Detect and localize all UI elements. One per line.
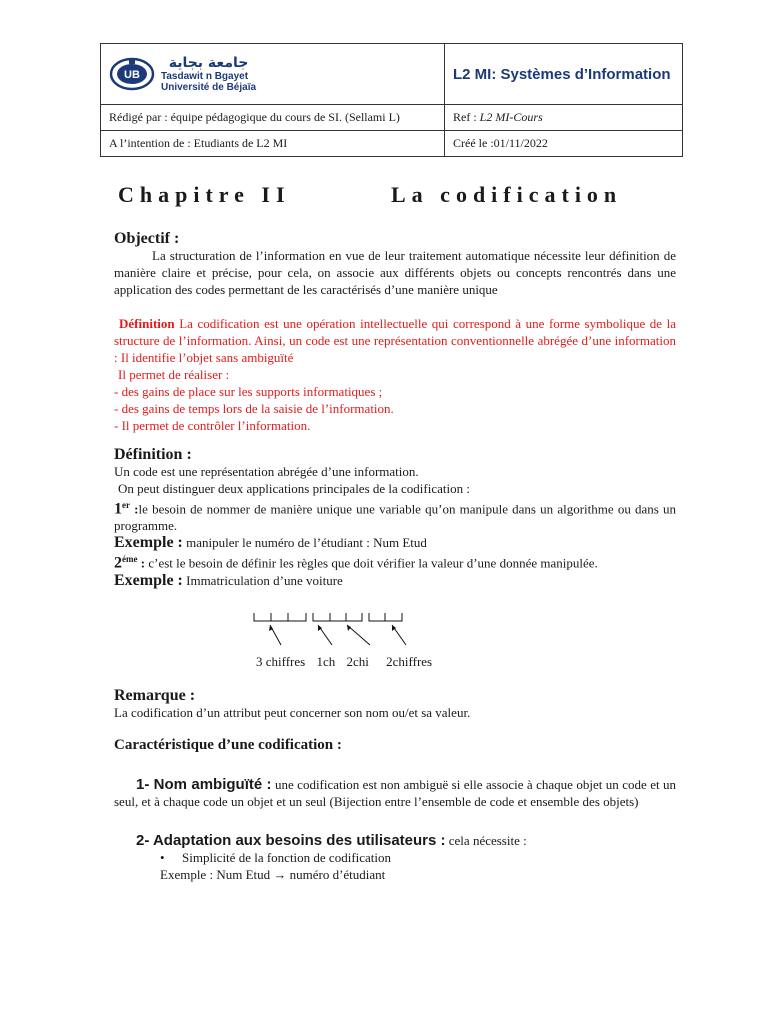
plate-group-3-digits (254, 613, 306, 621)
caracteristique-heading: Caractéristique d’une codification : (114, 736, 342, 753)
first-superscript: er (122, 500, 130, 510)
plate-group-1-char (313, 613, 330, 621)
definition-line: Un code est une représentation abrégée d’une information. (114, 464, 419, 479)
university-arabic-name: جامعة بجاية (168, 54, 249, 71)
item-2-title: 2- Adaptation aux besoins des utilisateurs : (136, 831, 446, 849)
plate-label: 2chi (346, 653, 369, 669)
second-text: c’est le besoin de définir les règles que doit vérifier la valeur d’une donnée manipulée. (145, 555, 598, 571)
example-1-text: manipuler le numéro de l’étudiant : Num Etud (182, 535, 427, 551)
remarque-heading: Remarque : (114, 686, 196, 704)
definition-red-item: - des gains de temps lors de la saisie de l’information. (114, 401, 394, 416)
plate-group-2-digits (369, 613, 402, 621)
definition-red-text: La codification est une opération intellectuelle qui correspond à une forme symbolique de la structure de l’information. Ainsi, un code est une représentation conventionnelle abrégée d’une information : Il identifie l’objet sans ambiguïté (114, 316, 676, 365)
ref-label: Ref : (453, 110, 477, 124)
first-text: le besoin de nommer de manière unique une variable qu’on manipule dans un algorithme ou dans un programme. (114, 501, 676, 534)
second-superscript: éme (122, 554, 138, 565)
created-cell (445, 131, 683, 157)
second-colon: : (137, 555, 146, 571)
objectif-text: La structuration de l’information en vue de leur traitement automatique nécessite leur définition de manière claire et précise, pour cela, on associe aux différents objets ou concepts rencontrés dans une application des codes permettant de les caractérisés d’une manière unique (114, 248, 676, 297)
ref-value: L2 MI-Cours (479, 110, 543, 124)
item-1-text: une codification est non ambiguë si elle associe à chaque objet un code et un seul, et à chaque code un objet et un seul (Bijection entre l’ensemble de code et ensemble des objets) (114, 776, 676, 809)
definition-red-label: Définition (119, 316, 175, 331)
plate-format-diagram (234, 611, 534, 655)
plate-diagram (114, 611, 676, 667)
first-application (114, 497, 676, 534)
example-2-text: Immatriculation d’une voiture (182, 572, 343, 588)
remarque-text: La codification d’un attribut peut concerner son nom ou/et sa valeur. (114, 704, 471, 720)
author-value: équipe pédagogique du cours de SI. (Sellami L) (170, 110, 400, 124)
bullet-item (114, 849, 676, 866)
author-label: Rédigé par : (109, 110, 168, 124)
bullet-icon: • (160, 849, 165, 865)
chapter-title: La codification (391, 182, 623, 207)
created-label: Créé le : (453, 136, 494, 150)
bullet-text: Simplicité de la fonction de codification (182, 849, 392, 865)
objectif-heading: Objectif : (114, 230, 180, 247)
caracteristique-item-2 (114, 832, 676, 849)
example-1 (114, 534, 676, 551)
first-number: 1 (114, 500, 122, 518)
university-name-french: Université de Béjaïa (161, 81, 257, 93)
definition-red-item: - Il permet de contrôler l’information. (114, 418, 311, 433)
audience-cell (101, 131, 445, 157)
audience-label: A l’intention de : (109, 136, 191, 150)
definition-line: On peut distinguer deux applications principales de la codification : (118, 481, 470, 496)
example-line: Exemple : Num Etud → numéro d’étudiant (160, 866, 386, 882)
university-name-kabyle: Tasdawit n Bgayet (161, 70, 249, 82)
plate-label: 3 chiffres (256, 653, 306, 669)
plate-label: 1ch (316, 653, 336, 669)
example-2-label: Exemple : (114, 571, 183, 589)
audience-value: Etudiants de L2 MI (193, 136, 288, 150)
plate-group-2-chars (330, 613, 362, 621)
ref-cell (445, 105, 683, 131)
second-application (114, 551, 676, 571)
svg-text:UB: UB (124, 69, 140, 81)
example-1-label: Exemple : (114, 534, 183, 552)
plate-labels (256, 653, 440, 670)
definition-red-intro: Il permet de réaliser : (118, 367, 230, 382)
chapter-heading (118, 182, 658, 208)
arrow-2chi (347, 625, 370, 645)
example-2 (114, 572, 676, 589)
university-logo (109, 56, 436, 93)
definition-red-block (114, 315, 676, 366)
course-title: L2 MI: Systèmes d’Information (445, 44, 683, 105)
item-1-title: 1- Nom ambiguïté : (136, 775, 272, 793)
caracteristique-item-1 (114, 776, 676, 810)
author-cell (101, 105, 445, 131)
item-2-text: cela nécessite : (445, 832, 527, 848)
document-body (114, 230, 676, 883)
chapter-number: Chapitre II (118, 182, 291, 207)
header-table (100, 43, 683, 157)
definition-heading: Définition : (114, 446, 192, 463)
university-emblem-icon (109, 57, 155, 91)
first-colon: : (130, 501, 139, 517)
second-number: 2 (114, 554, 122, 572)
created-value: 01/11/2022 (493, 136, 548, 150)
plate-label: 2chiffres (386, 653, 433, 669)
logo-cell (101, 44, 445, 105)
definition-red-item: - des gains de place sur les supports informatiques ; (114, 384, 383, 399)
